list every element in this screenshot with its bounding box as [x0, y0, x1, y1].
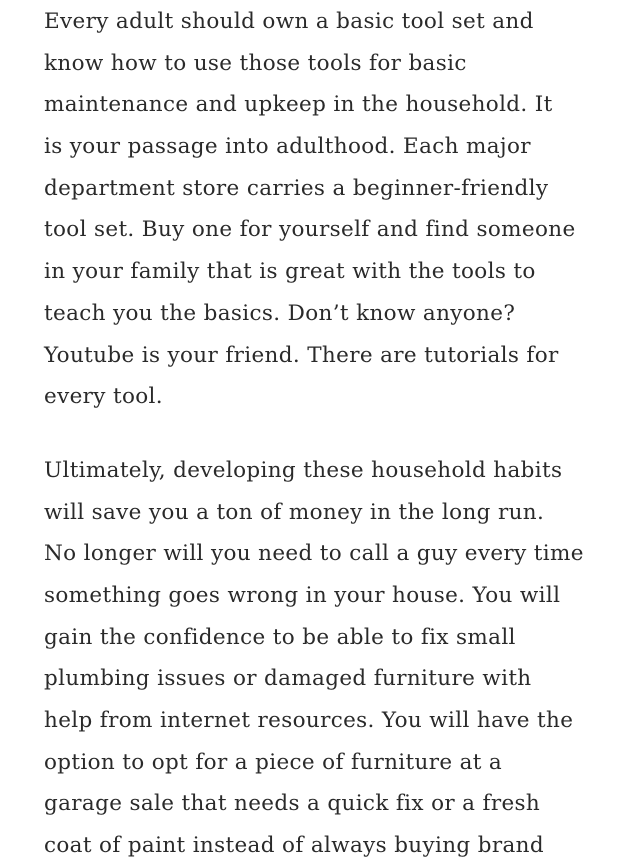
paragraph-tool-set	[44, 1, 614, 418]
paragraph-spacer	[44, 418, 614, 450]
text-line: teach you the basics. Don’t know anyone?	[44, 300, 516, 326]
text-line: help from internet resources. You will have the	[44, 708, 574, 733]
paragraph-savings	[44, 450, 614, 867]
text-line: Every adult should own a basic tool set and	[44, 9, 534, 34]
text-line: maintenance and upkeep in the household. It	[44, 92, 553, 118]
text-line: know how to use those tools for basic	[44, 50, 467, 76]
text-line: coat of paint instead of always buying brand	[44, 833, 544, 859]
text-line: No longer will you need to call a guy every time	[44, 541, 584, 567]
text-line: Ultimately, developing these household habits	[44, 457, 563, 483]
text-line: Youtube is your friend. There are tutorials for	[44, 342, 559, 368]
text-line: is your passage into adulthood. Each major	[44, 134, 531, 160]
text-line: tool set. Buy one for yourself and find someone	[44, 217, 576, 243]
text-line: department store carries a beginner-friendly	[44, 175, 549, 201]
article-body	[44, 0, 614, 867]
text-line: every tool.	[44, 384, 163, 410]
text-line: gain the confidence to be able to fix small	[44, 624, 516, 650]
text-line: option to opt for a piece of furniture at a	[44, 749, 503, 775]
text-line: something goes wrong in your house. You will	[44, 582, 561, 608]
text-line: plumbing issues or damaged furniture with	[44, 666, 532, 692]
text-line: garage sale that needs a quick fix or a fresh	[44, 791, 541, 817]
text-line: will save you a ton of money in the long run.	[44, 499, 545, 525]
text-line: in your family that is great with the tools to	[44, 259, 536, 285]
